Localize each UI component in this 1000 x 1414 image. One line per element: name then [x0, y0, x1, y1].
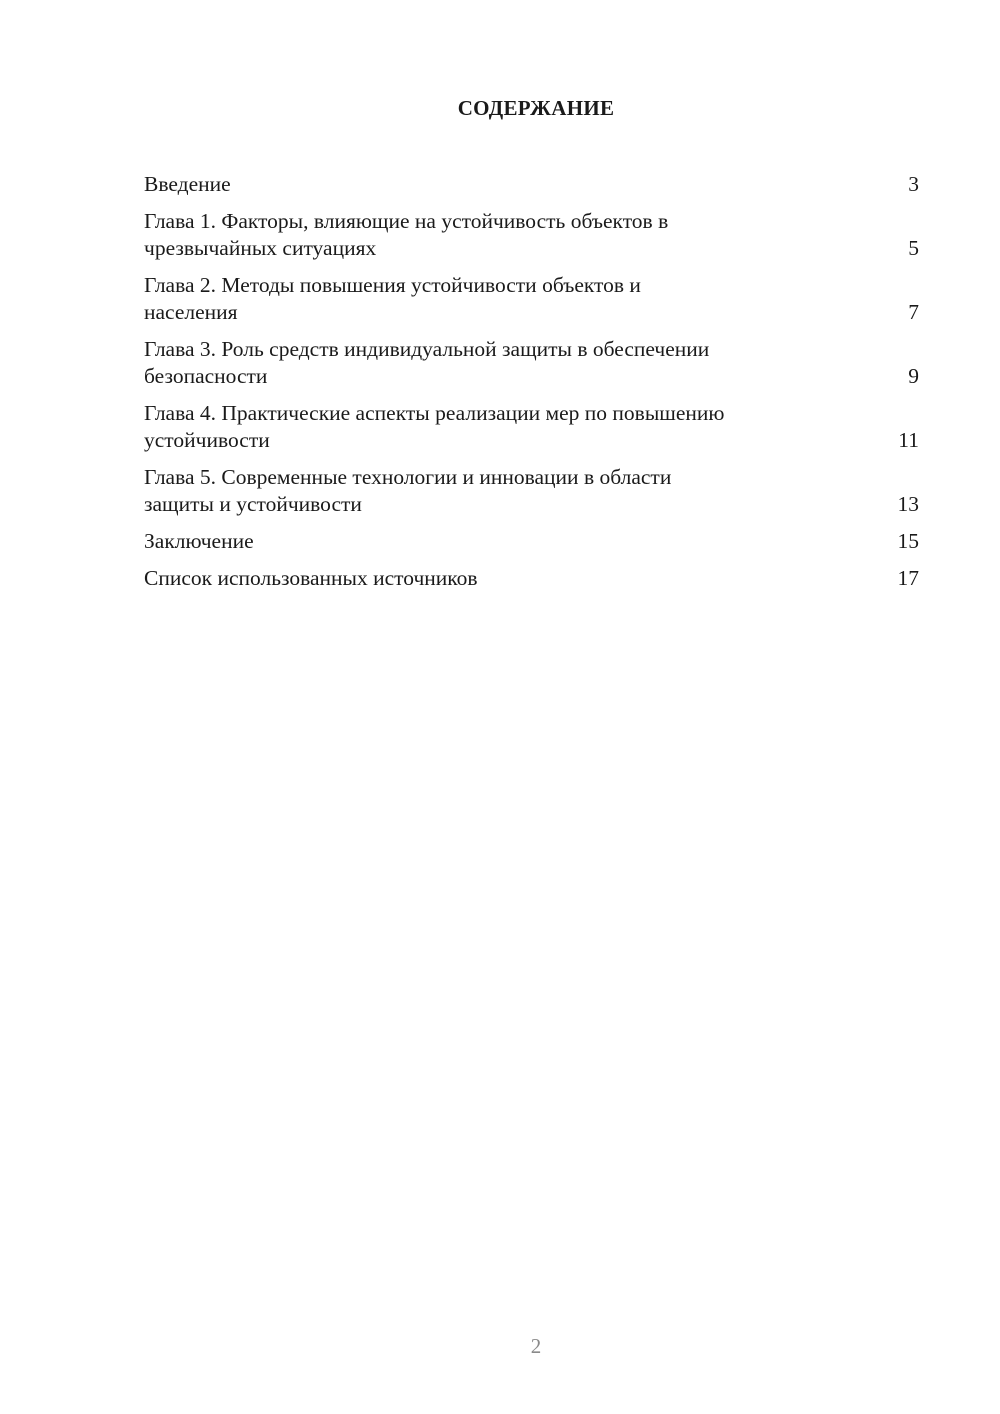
toc-entry-line: Глава 5. Современные технологии и инновации в области	[144, 465, 672, 489]
toc-entry-line: чрезвычайных ситуациях	[144, 236, 377, 260]
toc-entry-line: Введение	[144, 172, 231, 196]
toc-entry-label	[144, 400, 834, 454]
toc-entry-page: 3	[908, 172, 919, 196]
toc-entry-introduction	[144, 171, 919, 198]
toc-entry-label	[144, 171, 834, 198]
toc-entry-page: 11	[898, 428, 919, 452]
toc-entry-line: защиты и устойчивости	[144, 492, 362, 516]
toc-entry-label	[144, 464, 834, 518]
toc-entry-page: 9	[908, 364, 919, 388]
toc-entry-page: 5	[908, 236, 919, 260]
toc-entry-label	[144, 565, 834, 592]
toc-entry-chapter-3	[144, 336, 919, 390]
toc-entry-conclusion	[144, 528, 919, 555]
toc-entry-label	[144, 208, 834, 262]
toc-entry-references	[144, 565, 919, 592]
toc-entry-page: 7	[908, 300, 919, 324]
page-number: 2	[530, 1334, 542, 1358]
table-of-contents	[144, 171, 919, 602]
toc-entry-line: Глава 2. Методы повышения устойчивости объектов и	[144, 273, 641, 297]
page-title: СОДЕРЖАНИЕ	[457, 96, 615, 120]
toc-entry-line: безопасности	[144, 364, 268, 388]
toc-entry-label	[144, 272, 834, 326]
toc-entry-line: устойчивости	[144, 428, 270, 452]
toc-entry-chapter-2	[144, 272, 919, 326]
toc-entry-label	[144, 528, 834, 555]
toc-entry-page: 13	[897, 492, 919, 516]
toc-entry-label	[144, 336, 834, 390]
toc-entry-line: Список использованных источников	[144, 566, 478, 590]
toc-entry-line: населения	[144, 300, 238, 324]
toc-entry-line: Глава 1. Факторы, влияющие на устойчивость объектов в	[144, 209, 669, 233]
toc-entry-chapter-5	[144, 464, 919, 518]
toc-entry-line: Заключение	[144, 529, 254, 553]
toc-entry-page: 15	[897, 529, 919, 553]
toc-entry-line: Глава 3. Роль средств индивидуальной защиты в обеспечении	[144, 337, 710, 361]
toc-entry-chapter-4	[144, 400, 919, 454]
toc-entry-chapter-1	[144, 208, 919, 262]
toc-entry-line: Глава 4. Практические аспекты реализации мер по повышению	[144, 401, 725, 425]
toc-entry-page: 17	[897, 566, 919, 590]
